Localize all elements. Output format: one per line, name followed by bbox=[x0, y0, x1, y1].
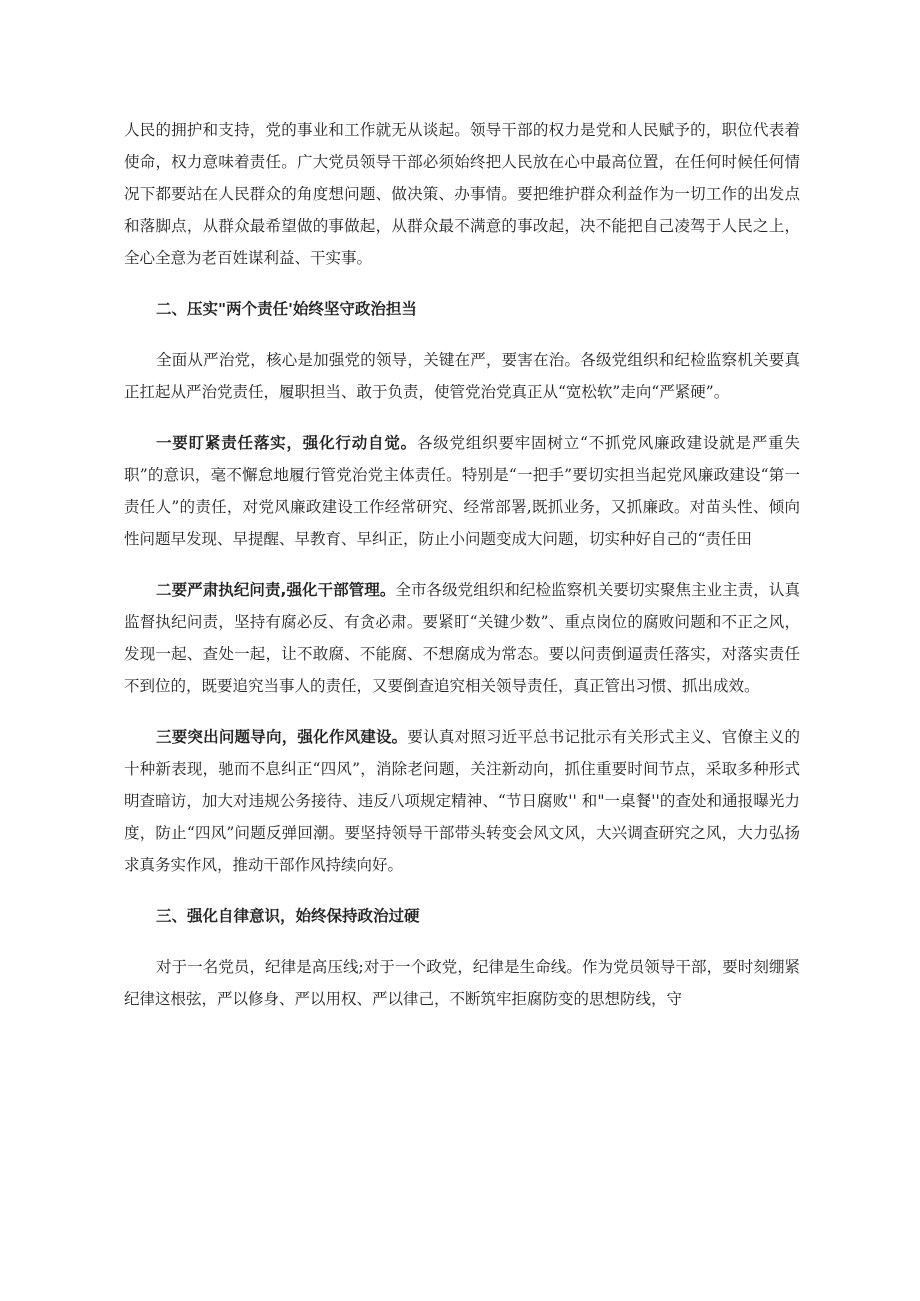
paragraph-work-style bbox=[124, 721, 800, 881]
lead-discipline-accountability: 二要严肃执纪问责,强化干部管理。 bbox=[156, 581, 396, 599]
lead-responsibility-implementation: 一要盯紧责任落实，强化行动自觉。 bbox=[156, 434, 417, 452]
body-work-style: 要认真对照习近平总书记批示有关形式主义、官僚主义的十种新表现，驰而不息纠正“四风”，消除老问题，关注新动向，抓住重要时间节点，采取多种形式明查暗访，加大对违规公务接待、违反八项规定精神、“节日腐败'' 和"一桌餐''的查处和通报曝光力度，防止“四风”问题反弹回潮。要坚持领导干部带头转变会风文风，大兴调查研究之风，大力弘扬求真务实作风，推动干部作风持续向好。 bbox=[124, 728, 800, 874]
paragraph-strict-governance: 全面从严治党，核心是加强党的领导，关键在严，要害在治。各级党组织和纪检监察机关要真正扛起从严治党责任，履职担当、敢于负责，使管党治党真正从“宽松软”走向“严紧硬”。 bbox=[124, 351, 800, 401]
lead-work-style: 三要突出问题导向，强化作风建设。 bbox=[156, 728, 408, 746]
paragraph-discipline-lifeline: 对于一名党员，纪律是高压线;对于一个政党，纪律是生命线。作为党员领导干部，要时刻绷紧纪律这根弦，严以修身、严以用权、严以律己，不断筑牢拒腐防变的思想防线，守 bbox=[124, 958, 800, 1008]
paragraph-discipline-accountability bbox=[124, 574, 800, 702]
paragraph-responsibility-implementation bbox=[124, 427, 800, 555]
section-heading-two-responsibilities: 二、压实"两个责任'始终坚守政治担当 bbox=[156, 300, 417, 318]
body-responsibility-implementation: 各级党组织要牢固树立“不抓党风廉政建设就是严重失职”的意识，毫不懈怠地履行管党治党主体责任。特别是“一把手”要切实担当起党风廉政建设“第一责任人”的责任，对党风廉政建设工作经常研究、经常部署,既抓业务，又抓廉政。对苗头性、倾向性问题早发现、早提醒、早教育、早纠正，防止小问题变成大问题，切实种好自己的“责任田 bbox=[124, 434, 800, 548]
paragraph-people-support: 人民的拥护和支持，党的事业和工作就无从谈起。领导干部的权力是党和人民赋予的，职位代表着使命，权力意味着责任。广大党员领导干部必须始终把人民放在心中最高位置，在任何时候任何情况下都要站在人民群众的角度想问题、做决策、办事情。要把维护群众利益作为一切工作的出发点和落脚点，从群众最希望做的事做起，从群众最不满意的事改起，决不能把自己凌驾于人民之上，全心全意为老百姓谋利益、干实事。 bbox=[124, 121, 800, 267]
body-discipline-accountability: 全市各级党组织和纪检监察机关要切实聚焦主业主责，认真监督执纪问责，坚持有腐必反、有贪必肃。要紧盯“关键少数”、重点岗位的腐败问题和不正之风，发现一起、查处一起，让不敢腐、不能腐、不想腐成为常态。要以问责倒逼责任落实，对落实责任不到位的，既要追究当事人的责任，又要倒查追究相关领导责任，真正管出习惯、抓出成效。 bbox=[124, 581, 800, 695]
section-heading-self-discipline: 三、强化自律意识，始终保持政治过硬 bbox=[156, 907, 420, 925]
document-body bbox=[124, 114, 800, 1034]
